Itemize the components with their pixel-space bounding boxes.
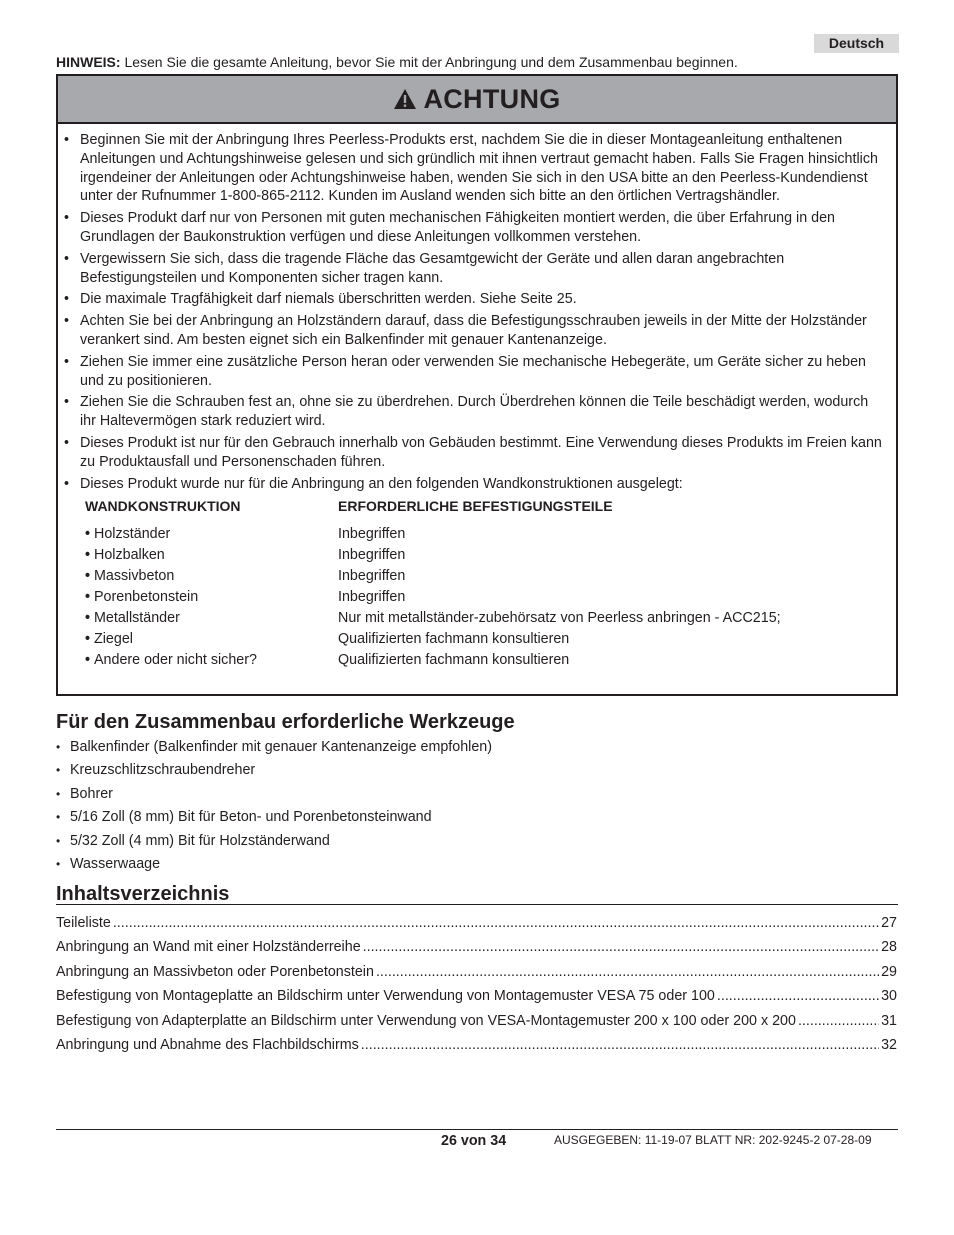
- wall-construction-table: [85, 497, 781, 670]
- toc-entry-title: Anbringung an Wand mit einer Holzständerreihe: [56, 939, 361, 956]
- table-row: • Ziegel Qualifizierten fachmann konsultieren: [85, 628, 781, 649]
- toc-entry-title: Anbringung an Massivbeton oder Porenbetonstein: [56, 963, 374, 980]
- tool-item: • 5/32 Zoll (4 mm) Bit für Holzständerwand: [56, 831, 492, 854]
- warning-list: [58, 124, 896, 493]
- toc-entry-title: Anbringung und Abnahme des Flachbildschirms: [56, 1036, 359, 1053]
- warning-triangle-icon: [393, 88, 417, 110]
- warning-item: • Dieses Produkt ist nur für den Gebrauch innerhalb von Gebäuden bestimmt. Eine Verwendung dieses Produkts im Freien kann zu Produktausfall und Personenschaden führen.: [64, 434, 896, 472]
- toc-entry-page: 28: [881, 939, 897, 956]
- warning-item: • Achten Sie bei der Anbringung an Holzständern darauf, dass die Befestigungsschrauben jeweils in der Mitte der Holzständer verankert sind. Am besten eignet sich ein Balkenfinder mit genauer Kantenanzeige.: [64, 312, 896, 350]
- toc-entry-title: Befestigung von Montageplatte an Bildschirm unter Verwendung von Montagemuster VESA 75 oder 100: [56, 988, 715, 1005]
- wall-type: Holzbalken: [94, 546, 165, 563]
- hardware: Inbegriffen: [338, 567, 406, 584]
- warning-item: • Vergewissern Sie sich, dass die tragende Fläche das Gesamtgewicht der Geräte und allen daran angebrachten Befestigungsteilen und Komponenten sicher tragen kann.: [64, 250, 896, 288]
- toc-entry[interactable]: [56, 939, 897, 963]
- table-row: • Metallständer Nur mit metallständer-zubehörsatz von Peerless anbringen - ACC215;: [85, 607, 781, 628]
- tools-title: Für den Zusammenbau erforderliche Werkzeuge: [56, 711, 515, 733]
- hardware: Nur mit metallständer-zubehörsatz von Peerless anbringen - ACC215;: [338, 609, 781, 626]
- warning-title: ACHTUNG: [423, 83, 561, 114]
- notice-label: HINWEIS:: [56, 54, 121, 70]
- notice: [56, 54, 738, 70]
- tool-item: • Balkenfinder (Balkenfinder mit genauer Kantenanzeige empfohlen): [56, 737, 492, 760]
- hardware: Inbegriffen: [338, 588, 406, 605]
- tools-list: [56, 737, 492, 877]
- toc-entry[interactable]: [56, 988, 897, 1012]
- warning-item: • Ziehen Sie die Schrauben fest an, ohne sie zu überdrehen. Durch Überdrehen können die Teile beschädigt werden, wodurch ihr Haltevermögen stark reduziert wird.: [64, 393, 896, 431]
- wall-type: Massivbeton: [94, 567, 175, 584]
- language-tag: Deutsch: [814, 34, 899, 53]
- toc-entry-title: Befestigung von Adapterplatte an Bildschirm unter Verwendung von VESA-Montagemuster 200 x 100 oder 200 x 200: [56, 1012, 796, 1029]
- warning-item: • Dieses Produkt darf nur von Personen mit guten mechanischen Fähigkeiten montiert werden, die über Erfahrung in den Grundlagen der Baukonstruktion verfügen und diese Anleitungen vollkommen verstehen.: [64, 209, 896, 247]
- tool-item: • Wasserwaage: [56, 854, 492, 877]
- notice-text: Lesen Sie die gesamte Anleitung, bevor Sie mit der Anbringung und dem Zusammenbau beginnen.: [124, 54, 738, 70]
- table-row: • Holzständer Inbegriffen: [85, 523, 781, 544]
- wall-type: Andere oder nicht sicher?: [94, 651, 257, 668]
- toc-title: Inhaltsverzeichnis: [56, 883, 230, 905]
- wall-type: Metallständer: [94, 609, 180, 626]
- toc-divider: [56, 904, 898, 905]
- table-header-hardware: ERFORDERLICHE BEFESTIGUNGSTEILE: [338, 498, 613, 515]
- warning-item: • Dieses Produkt wurde nur für die Anbringung an den folgenden Wandkonstruktionen ausgelegt:: [64, 475, 896, 494]
- table-row: • Massivbeton Inbegriffen: [85, 565, 781, 586]
- toc-entry[interactable]: [56, 964, 897, 988]
- warning-box: [56, 74, 898, 696]
- hardware: Inbegriffen: [338, 525, 406, 542]
- toc-entry-page: 29: [881, 963, 897, 980]
- table-row: • Holzbalken Inbegriffen: [85, 544, 781, 565]
- tool-item: • Kreuzschlitzschraubendreher: [56, 760, 492, 783]
- footer-divider: [56, 1129, 898, 1130]
- wall-type: Porenbetonstein: [94, 588, 199, 605]
- table-of-contents: [56, 915, 897, 1061]
- hardware: Inbegriffen: [338, 546, 406, 563]
- toc-entry-page: 30: [881, 988, 897, 1005]
- toc-entry[interactable]: [56, 915, 897, 939]
- wall-type: Ziegel: [94, 630, 133, 647]
- page-number: 26 von 34: [441, 1133, 507, 1149]
- warning-item: • Ziehen Sie immer eine zusätzliche Person heran oder verwenden Sie mechanische Hebegeräte, um Geräte sicher zu heben und zu positionieren.: [64, 353, 896, 391]
- toc-entry[interactable]: [56, 1037, 897, 1061]
- toc-entry-page: 27: [881, 915, 897, 931]
- warning-item: • Die maximale Tragfähigkeit darf niemals überschritten werden. Siehe Seite 25.: [64, 290, 896, 309]
- tool-item: • Bohrer: [56, 784, 492, 807]
- wall-type: Holzständer: [94, 525, 171, 542]
- table-row: • Porenbetonstein Inbegriffen: [85, 586, 781, 607]
- tool-item: • 5/16 Zoll (8 mm) Bit für Beton- und Porenbetonsteinwand: [56, 807, 492, 830]
- toc-entry-page: 31: [881, 1012, 897, 1029]
- toc-entry[interactable]: [56, 1013, 897, 1037]
- issue-info: AUSGEGEBEN: 11-19-07 BLATT NR: 202-9245-2 07-28-09: [554, 1133, 872, 1147]
- hardware: Qualifizierten fachmann konsultieren: [338, 651, 570, 668]
- warning-item: • Beginnen Sie mit der Anbringung Ihres Peerless-Produkts erst, nachdem Sie die in dieser Montageanleitung enthaltenen Anleitungen und Achtungshinweise gelesen und sich gründlich mit ihnen vertraut gemacht haben. Falls Sie Fragen hinsichtlich irgendeiner der Anleitungen oder Achtungshinweise haben, wenden Sie sich in den USA bitte an den Peerless-Kundendienst unter der Rufnummer 1-800-865-2112. Kunden im Ausland wenden sich bitte an den örtlichen Vertragshändler.: [64, 131, 896, 206]
- hardware: Qualifizierten fachmann konsultieren: [338, 630, 570, 647]
- warning-header: [58, 76, 896, 124]
- toc-entry-title: Teileliste: [56, 915, 111, 931]
- table-header-wall: WANDKONSTRUKTION: [85, 498, 241, 515]
- toc-entry-page: 32: [881, 1036, 897, 1053]
- table-row: • Andere oder nicht sicher? Qualifizierten fachmann konsultieren: [85, 649, 781, 670]
